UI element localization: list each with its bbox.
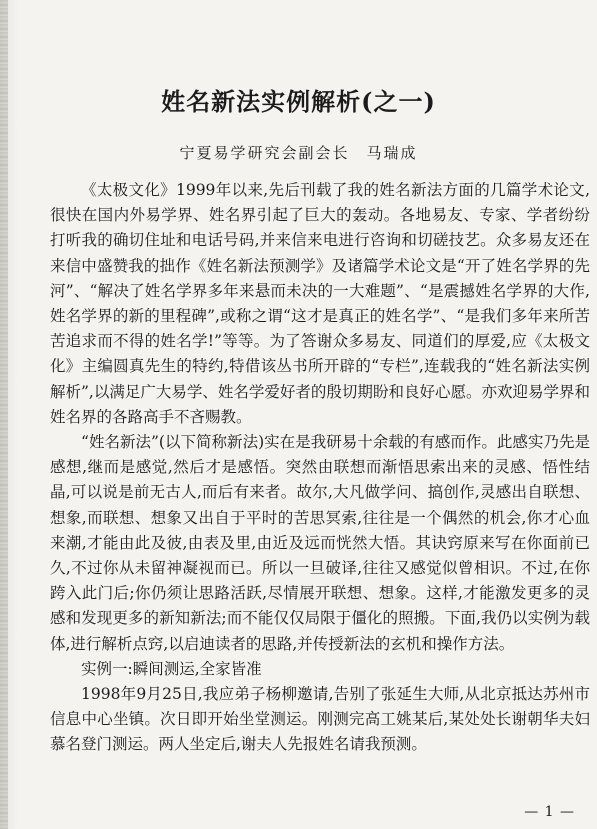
author-byline: 宁夏易学研究会副会长 马瑞成 — [179, 144, 418, 162]
example-heading: 实例一:瞬间测运,全家皆准 — [81, 659, 262, 678]
article-body — [50, 178, 590, 758]
paragraph-example: 1998年9月25日,我应弟子杨柳邀请,告别了张延生大师,从北京抵达苏州市信息中心坐镇。次日即开始坐堂测运。刚测完高工姚某后,某处处长谢朝华夫妇慕名登门测运。两人坐定后,谢夫人先报姓名请我预测。 — [50, 685, 590, 754]
page-number: — 1 — — [524, 804, 575, 820]
scan-shadow-edge — [0, 0, 8, 829]
article-title: 姓名新法实例解析(之一) — [161, 87, 436, 116]
paragraph-intro: 《太极文化》1999年以来,先后刊载了我的姓名新法方面的几篇学术论文,很快在国内外易学界、姓名界引起了巨大的轰动。各地易友、专家、学者纷纷打听我的确切住址和电话号码,并来信来电进行咨询和切磋技艺。众多易友还在来信中盛赞我的拙作《姓名新法预测学》及诸篇学术论文是“开了姓名学界的先河”、“解决了姓名学界多年来悬而未决的一大难题”、“是震撼姓名学界的大作,姓名学界的新的里程碑”,或称之谓“这才是真正的姓名学”、“是我们多年来所苦苦追求而不得的姓名学!”等等。为了答谢众多易友、同道们的厚爱,应《太极文化》主编圆真先生的特约,特借该丛书所开辟的“专栏”,连载我的“姓名新法实例解析”,以满足广大易学、姓名学爱好者的殷切期盼和良好心愿。亦欢迎易学界和姓名界的各路高手不吝赐教。 — [50, 181, 590, 426]
paragraph-method: “姓名新法”(以下简称新法)实在是我研易十余载的有感而作。此感实乃先是感想,继而是感觉,然后才是感悟。突然由联想而渐悟思索出来的灵感、悟性结晶,可以说是前无古人,而后有来者。故尔,大凡做学问、搞创作,灵感出自联想、想象,而联想、想象又出自于平时的苦思冥索,往往是一个偶然的机会,你才心血来潮,才能由此及彼,由表及里,由近及远而恍然大悟。其诀窍原来写在你面前已久,不过你从未留神凝视而已。所以一旦破译,往往又感觉似曾相识。不过,在你跨入此门后;你仍须让思路活跃,尽情展开联想、想象。这样,才能激发更多的灵感和发现更多的新知新法;而不能仅仅局限于僵化的照搬。下面,我仍以实例为载体,进行解析点窍,以启迪读者的思路,并传授新法的玄机和操作方法。 — [50, 433, 590, 653]
